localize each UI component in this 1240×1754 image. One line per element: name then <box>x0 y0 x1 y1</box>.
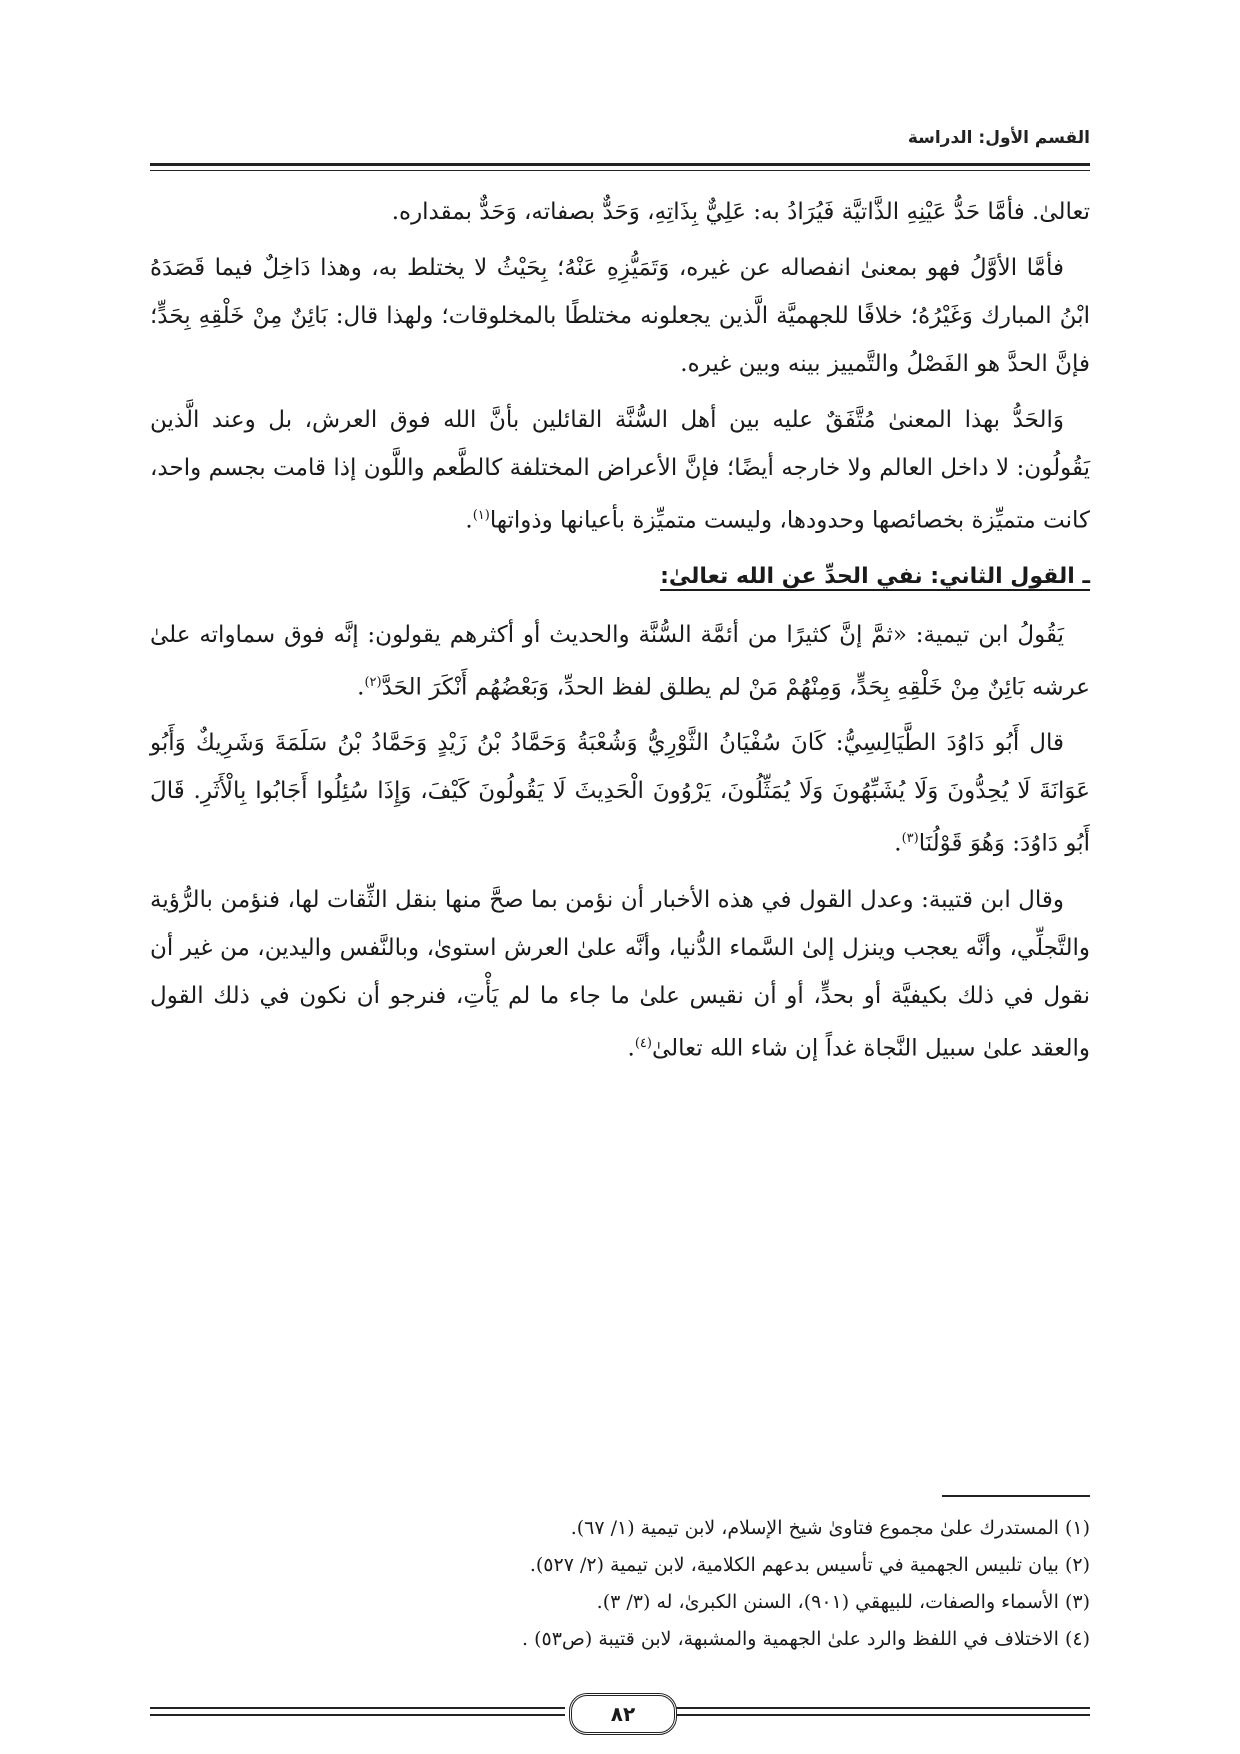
footnote: (٤) الاختلاف في اللفظ والرد علىٰ الجهمية والمشبهة، لابن قتيبة (ص٥٣) . <box>522 1628 1090 1650</box>
footer-rule-left-2 <box>150 1714 565 1716</box>
footer-rule-right-2 <box>675 1714 1090 1716</box>
paragraph: تعالىٰ. فأمَّا حَدُّ عَيْنِهِ الذَّاتيَّة فَيُرَادُ به: عَلِيٌّ بِذَاتِهِ، وَحَدٌّ بصفاته، وَحَدٌّ بمقداره. <box>391 199 1090 225</box>
footer-rule-left <box>150 1707 565 1709</box>
main-text <box>150 188 1090 1081</box>
running-header: القسم الأول: الدراسة <box>907 128 1090 148</box>
header-rule <box>150 163 1090 166</box>
section-heading: ـ القول الثاني: نفي الحدِّ عن الله تعالىٰ: <box>660 563 1090 589</box>
footnote: (٣) الأسماء والصفات، للبيهقي (٩٠١)، السنن الكبرىٰ، له (٣/ ٣). <box>596 1591 1090 1613</box>
footnote-ref: (٣) <box>901 831 919 847</box>
footnote: (٢) بيان تلبيس الجهمية في تأسيس بدعهم الكلامية، لابن تيمية (٢/ ٥٢٧). <box>529 1554 1090 1576</box>
paragraph: قال أَبُو دَاوُدَ الطَّيَالِسِيُّ: كَانَ سُفْيَانُ الثَّوْرِيُّ وَشُعْبَةُ وَحَمَّادُ بْنُ زَيْدٍ وَحَمَّادُ بْنُ سَلَمَةَ وَشَرِيكٌ وَأَبُو عَوَانَةَ لَا يُحِدُّونَ وَلَا يُشَبِّهُونَ وَلَا يُمَثِّلُونَ، يَرْوُونَ الْحَدِيثَ لَا يَقُولُونَ كَيْفَ، وَإِذَا سُئِلُوا أَجَابُوا بِالْأَثَرِ. قَالَ أَبُو دَاوُدَ: وَهُوَ قَوْلُنَا$^{(٣)}$. <box>150 730 1090 857</box>
footnote: (١) المستدرك علىٰ مجموع فتاوىٰ شيخ الإسلام، لابن تيمية (١/ ٦٧). <box>570 1517 1090 1539</box>
footnote-ref: (٤) <box>634 1035 652 1051</box>
footer-rule-right <box>675 1707 1090 1709</box>
paragraph: يَقُولُ ابن تيمية: «ثمَّ إنَّ كثيرًا من أئمَّة السُّنَّة والحديث أو أكثرهم يقولون: إنَّه فوق سماواته علىٰ عرشه بَائِنٌ مِنْ خَلْقِهِ بِحَدٍّ، وَمِنْهُمْ مَنْ لم يطلق لفظ الحدِّ، وَبَعْضُهُم أَنْكَرَ الحَدَّ$^{(٢)}$. <box>150 621 1090 701</box>
footnote-separator <box>942 1495 1090 1497</box>
paragraph: وقال ابن قتيبة: وعدل القول في هذه الأخبار أن نؤمن بما صحَّ منها بنقل الثِّقات لها، فنؤمن بالرُّؤية والتَّجلِّي، وأنَّه يعجب وينزل إلىٰ السَّماء الدُّنيا، وأنَّه علىٰ العرش استوىٰ، وبالنَّفس واليدين، من غير أن نقول في ذلك بكيفيَّة أو بحدٍّ، أو أن نقيس علىٰ ما جاء ما لم يَأْتِ، فنرجو أن نكون في ذلك القول والعقد علىٰ سبيل النَّجاة غداً إن شاء الله تعالىٰ$^{(٤)}$. <box>150 886 1090 1062</box>
page-number: ٨٢ <box>569 1693 677 1735</box>
paragraph: فأمَّا الأوَّلُ فهو بمعنىٰ انفصاله عن غيره، وَتَمَيُّزِهِ عَنْهُ؛ بِحَيْثُ لا يختلط به، وهذا دَاخِلٌ فيما قَصَدَهُ ابْنُ المبارك وَغَيْرُهُ؛ خلافًا للجهميَّة الَّذين يجعلونه مختلطًا بالمخلوقات؛ ولهذا قال: بَائِنٌ مِنْ خَلْقِهِ بِحَدٍّ؛ فإنَّ الحدَّ هو الفَصْلُ والتَّمييز بينه وبين غيره. <box>150 255 1090 377</box>
footnote-ref: (١) <box>472 508 490 523</box>
header-rule-thin <box>150 170 1090 171</box>
paragraph: وَالحَدُّ بهذا المعنىٰ مُتَّفَقٌ عليه بين أهل السُّنَّة القائلين بأنَّ الله فوق العرش، بل وعند الَّذين يَقُولُون: لا داخل العالم ولا خارجه أيضًا؛ فإنَّ الأعراض المختلفة كالطَّعم واللَّون إذا قامت بجسم واحد، كانت متميِّزة بخصائصها وحدودها، وليست متميِّزة بأعيانها وذواتها$^{(١)}$. <box>150 407 1090 534</box>
footnote-ref: (٢) <box>364 674 382 690</box>
footnotes <box>150 1510 1090 1658</box>
